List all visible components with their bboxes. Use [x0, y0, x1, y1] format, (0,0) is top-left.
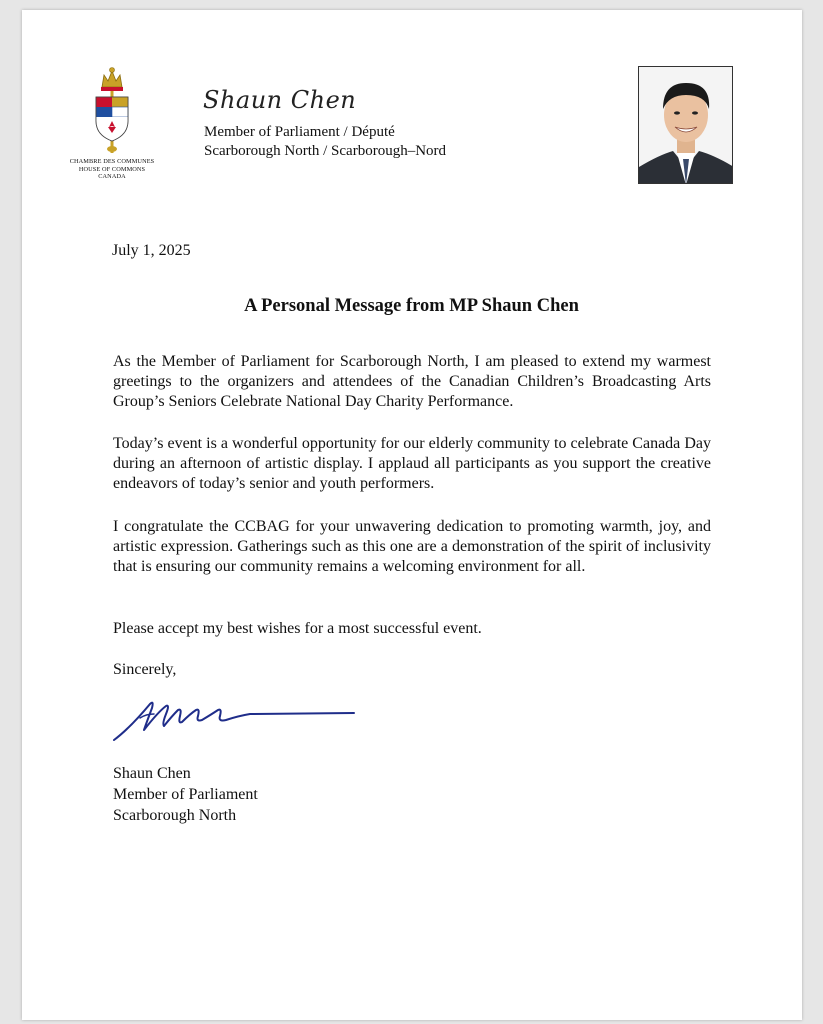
body-paragraph: As the Member of Parliament for Scarborough North, I am pleased to extend my warmest greetings to the organizers and attendees of the Canadian Children’s Broadcasting Arts Group’s Seniors Celebrate National Day Charity Performance.	[113, 353, 711, 410]
letterhead-title: Member of Parliament / Député	[204, 124, 395, 140]
signatory-name: Shaun Chen	[113, 765, 191, 782]
handwritten-signature	[110, 690, 360, 751]
crest-emblem-icon	[82, 65, 142, 157]
letter-heading: A Personal Message from MP Shaun Chen	[244, 296, 579, 316]
crest-caption-line: CANADA	[98, 173, 126, 181]
signatory-riding: Scarborough North	[113, 807, 237, 824]
body-paragraph: I congratulate the CCBAG for your unwavering dedication to promoting warmth, joy, and artistic expression. Gatherings such as this one are a demonstration of the spirit of inclusivity that is ensuring our community remains a welcoming environment for all.	[113, 518, 711, 575]
mp-portrait-photo	[638, 66, 733, 184]
crest-caption-line: CHAMBRE DES COMMUNES	[69, 158, 155, 165]
house-of-commons-crest	[68, 65, 156, 181]
signatory-title: Member of Parliament	[113, 786, 258, 803]
closing-salutation: Sincerely,	[113, 661, 177, 678]
body-paragraph: Today’s event is a wonderful opportunity for our elderly community to celebrate Canada Day during an afternoon of artistic display. I applaud all participants as you support the creative endeavors of today’s senior and youth performers.	[113, 435, 711, 492]
portrait-image	[639, 67, 733, 184]
letterhead-signature-name: Shaun Chen	[203, 86, 357, 114]
crest-caption	[68, 158, 156, 181]
letter-date: July 1, 2025	[112, 242, 191, 259]
signature-icon	[110, 690, 360, 746]
crest-caption-line: HOUSE OF COMMONS	[78, 165, 146, 173]
letterhead-riding: Scarborough North / Scarborough–Nord	[204, 143, 447, 159]
body-paragraph: Please accept my best wishes for a most successful event.	[113, 620, 482, 637]
